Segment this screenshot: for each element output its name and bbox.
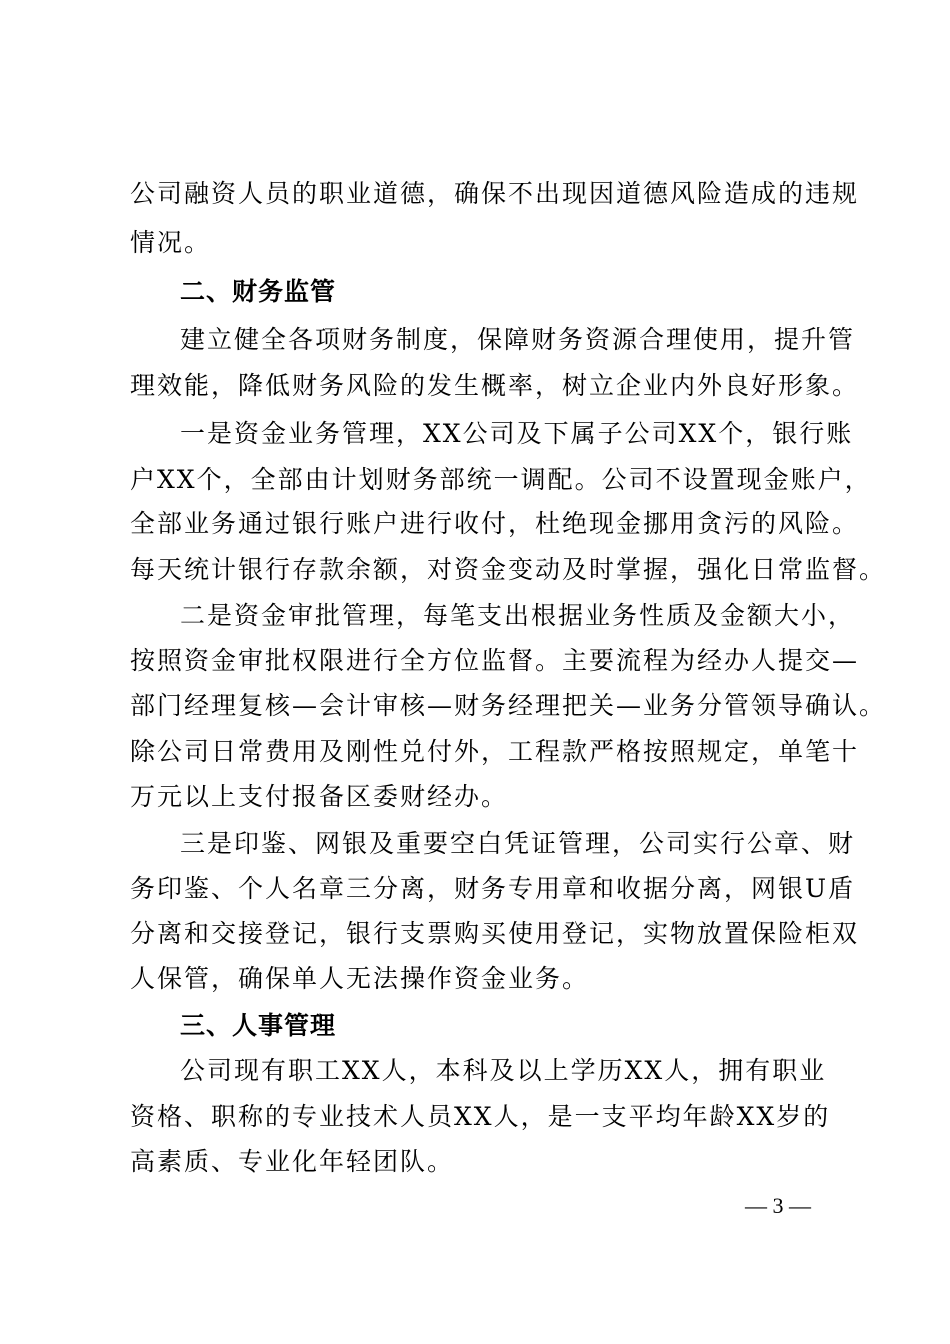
text-line: 高素质、专业化年轻团队。 (130, 1147, 455, 1176)
text-line: 每天统计银行存款余额，对资金变动及时掌握，强化日常监督。 (130, 555, 887, 584)
section-heading-personnel: 三、人事管理 (180, 1011, 337, 1040)
text-line: 一是资金业务管理，XX公司及下属子公司XX个，银行账 (180, 419, 854, 448)
text-line: 公司融资人员的职业道德，确保不出现因道德风险造成的违规 (130, 179, 860, 208)
text-line: 人保管，确保单人无法操作资金业务。 (130, 964, 590, 993)
text-line: 按照资金审批权限进行全方位监督。主要流程为经办人提交— (130, 646, 860, 675)
text-line: 除公司日常费用及刚性兑付外，工程款严格按照规定，单笔十 (130, 737, 860, 766)
page-number: — 3 — (745, 1193, 811, 1218)
text-line: 务印鉴、个人名章三分离，财务专用章和收据分离，网银U盾 (130, 874, 856, 903)
text-line: 万元以上支付报备区委财经办。 (130, 782, 509, 811)
text-line: 情况。 (130, 228, 212, 257)
text-line: 三是印鉴、网银及重要空白凭证管理，公司实行公章、财 (180, 829, 856, 858)
text-line: 二是资金审批管理，每笔支出根据业务性质及金额大小， (180, 601, 856, 630)
text-line: 全部业务通过银行账户进行收付，杜绝现金挪用贪污的风险。 (130, 509, 860, 538)
text-line: 资格、职称的专业技术人员XX人，是一支平均年龄XX岁的 (130, 1102, 831, 1131)
text-line: 部门经理复核—会计审核—财务经理把关—业务分管领导确认。 (130, 691, 887, 720)
text-line: 户XX个，全部由计划财务部统一调配。公司不设置现金账户， (130, 465, 872, 494)
text-line: 分离和交接登记，银行支票购买使用登记，实物放置保险柜双 (130, 919, 860, 948)
text-line: 建立健全各项财务制度，保障财务资源合理使用，提升管 (180, 325, 856, 354)
section-heading-finance: 二、财务监管 (180, 277, 337, 306)
text-line: 公司现有职工XX人，本科及以上学历XX人，拥有职业 (180, 1056, 827, 1085)
text-line: 理效能，降低财务风险的发生概率，树立企业内外良好形象。 (130, 371, 860, 400)
